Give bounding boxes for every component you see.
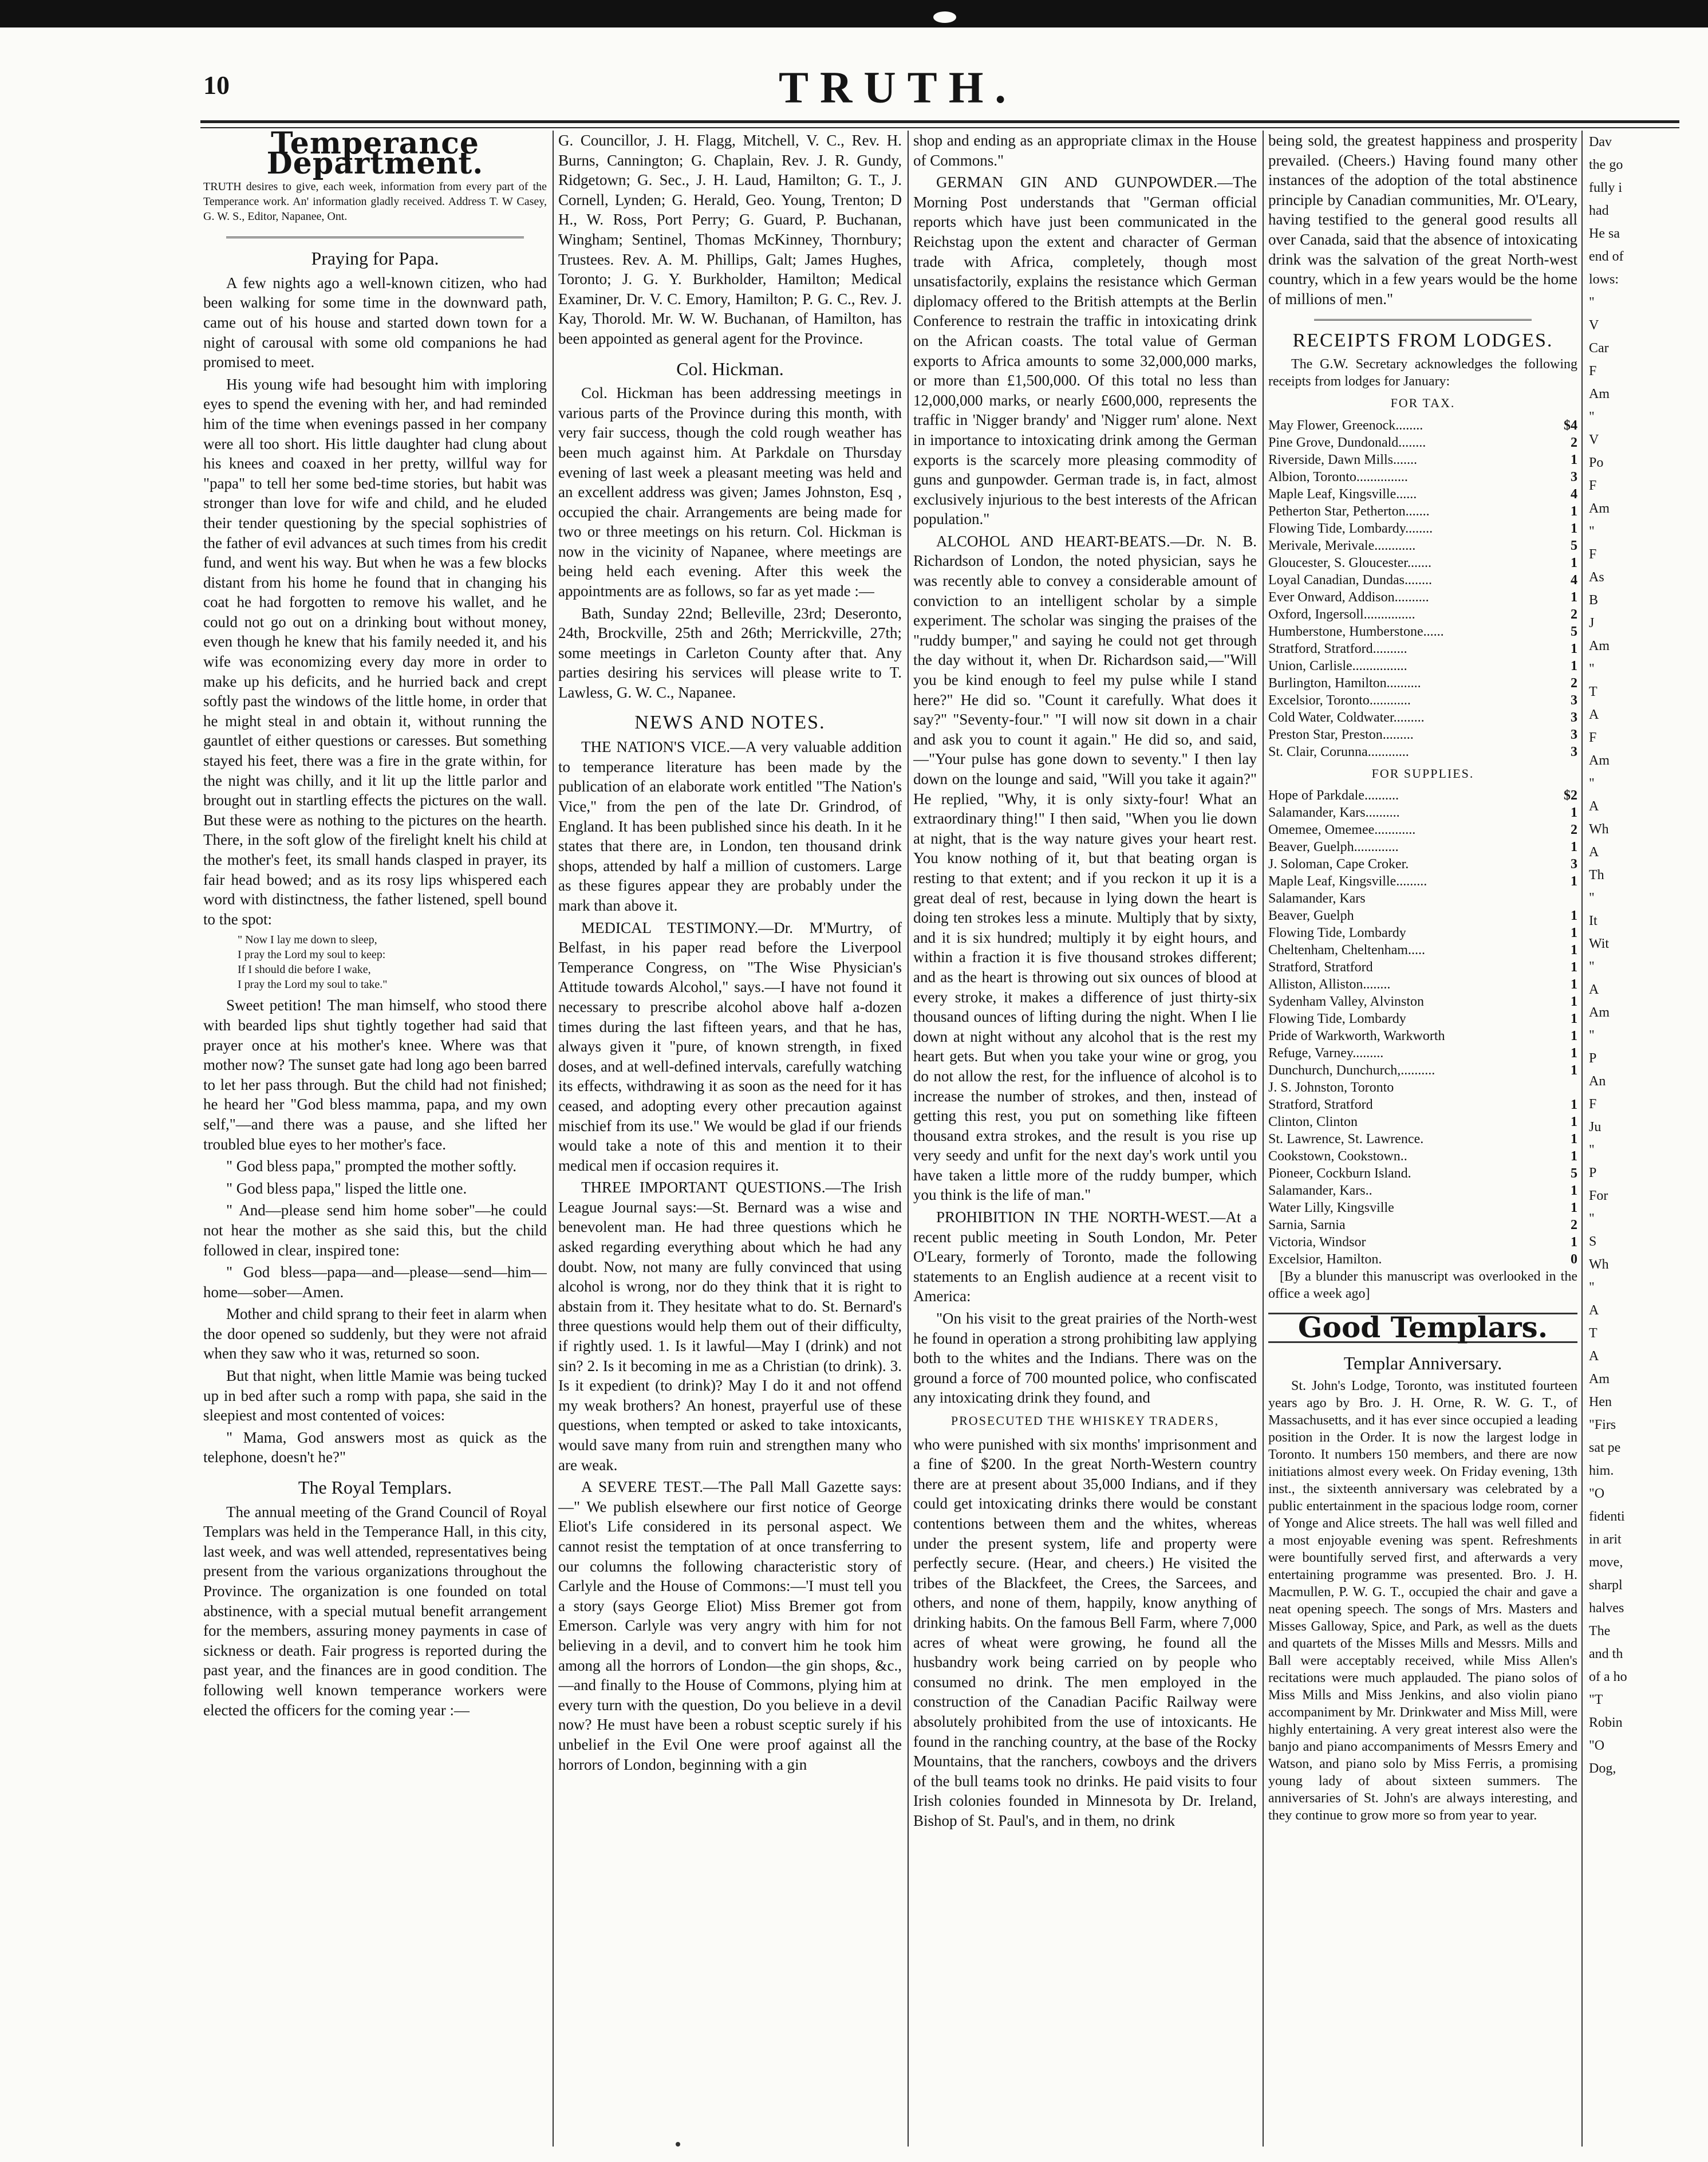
lodge-receipt-row	[1268, 537, 1577, 554]
subheading-tax: FOR TAX.	[1390, 395, 1455, 410]
text-fragment: lows:	[1589, 272, 1619, 287]
poem-line: " Now I lay me down to sleep,	[238, 934, 377, 947]
paragraph: " And—please send him home sober"—he could not hear the mother as she said this, but the child followed in clear, inspired tone:	[203, 1202, 547, 1259]
lodge-name: Cheltenham, Cheltenham.....	[1268, 943, 1425, 958]
adjacent-page-fragment	[1589, 131, 1701, 2149]
masthead-title: TRUTH.	[779, 62, 1017, 112]
paragraph: GERMAN GIN AND GUNPOWDER.—The Morning Post understands that "German official reports which have just been communicated in the Reichstag upon the extent and character of German trade with Africa, completely, though most unsatisfactorily, explains the resistance which German diplomacy offered to the British attempts at the Berlin Conference to restrain the traffic in intoxicating drink on the African coasts. The total value of German exports to Africa amounts to some 32,000,000 marks, or more than £1,500,000. Of this total no less than 12,000,000 marks, or nearly £600,000, represents the traffic in 'Nigger brandy' and 'Nigger rum' alone. Next in importance to intoxicating drink among the German exports is the scarcely more pleasing commodity of guns and gunpowder. German trade is, in fact, almost exclusively injurious to the best interests of the African population."	[913, 174, 1257, 528]
ornamental-rule	[1314, 311, 1532, 321]
lodge-name: Salamander, Kars..	[1268, 1183, 1372, 1199]
receipt-amount: 1	[1571, 943, 1577, 958]
receipt-amount: 1	[1571, 1235, 1577, 1250]
poem-line: If I should die before I wake,	[238, 963, 371, 976]
lodge-name: Stratford, Stratford	[1268, 960, 1373, 975]
lodge-name: Stratford, Stratford..........	[1268, 641, 1407, 656]
lodge-name: Union, Carlisle................	[1268, 658, 1407, 674]
lodge-receipt-row	[1268, 907, 1577, 924]
paragraph: MEDICAL TESTIMONY.—Dr. M'Murtry, of Belfast, in his paper read before the Liverpool Temperance Congress, on "The Wise Physician's Attitude towards Alcohol," says.—I have not found it necessary to prescribe alcohol above half a-dozen times during the last fifteen years, and that he has, always given it "pure, of known strength, in fixed doses, and at well-defined intervals, carefully watching its effects, withdrawing it as soon as the need for it has ceased, and adopting every other precaution against mischief from its use." We would be glad if our friends would take a note of this and mention it to their medical men if occasion requires it.	[558, 919, 902, 1174]
paragraph: " God bless papa," prompted the mother softly.	[226, 1157, 516, 1175]
lodge-receipt-row	[1268, 873, 1577, 890]
text-fragment: Am	[1589, 501, 1610, 516]
lodge-name: St. Clair, Corunna............	[1268, 744, 1409, 759]
lodge-name: Ever Onward, Addison..........	[1268, 589, 1429, 605]
text-fragment: P	[1589, 1165, 1597, 1180]
paragraph: St. John's Lodge, Toronto, was instituted fourteen years ago by Bro. J. H. Orne, R. W. G. T., of Massachusetts, and it has ever since occupied a leading position in the Order. It is now the largest lodge in Toronto. It numbers 150 members, and there are now initiations almost every week. On Friday evening, 13th inst., the sixteenth anniversary was celebrated by a public entertainment in the spacious lodge room, corner of Yonge and Alice streets. The hall was well filled and a most enjoyable evening was spent. Refreshments were bountifully served first, and afterwards a very entertaining programme was presented. Bro. J. H. Macmullen, P. W. G. T., occupied the chair and gave a neat opening speech. The songs of Mrs. Masters and Misses Galloway, Spice, and Park, as well as the duets and quartets of the Misses Mills and Messrs. Mills and Ball were acceptably received, while Miss Allen's recitations were much applauded. The piano solos of Miss Mills and Miss Jenkins, and also violin piano accompaniment by Mr. Drinkwater and Miss Mill, were highly entertaining. A very great interest also were the banjo and piano accompaniments of Messrs Emery and Watson, and piano solo by Miss Ferris, a promising young lady of about sixteen summers. The anniversaries of St. John's are always interesting, and they continue to grow more so from year to year.	[1268, 1379, 1577, 1824]
paragraph: But that night, when little Mamie was being tucked up in bed after such a romp with papa, she said in the sleepiest and most contented of voices:	[203, 1367, 547, 1424]
lodge-name: Burlington, Hamilton..........	[1268, 675, 1421, 691]
column-divider	[553, 131, 554, 2147]
section-title-receipts: RECEIPTS FROM LODGES.	[1292, 330, 1553, 352]
lodge-receipt-row	[1268, 993, 1577, 1010]
lodge-name: Dunchurch, Dunchurch,..........	[1268, 1063, 1435, 1078]
lodge-receipt-row	[1268, 520, 1577, 537]
text-fragment: As	[1589, 570, 1604, 585]
text-fragment: V	[1589, 432, 1599, 447]
department-heading: Temperance Department.	[266, 131, 484, 181]
text-fragment: Ju	[1589, 1120, 1602, 1135]
text-fragment: Am	[1589, 387, 1610, 401]
text-fragment: J	[1589, 616, 1595, 631]
text-fragment: F	[1589, 478, 1597, 493]
lodge-receipt-row	[1268, 1165, 1577, 1182]
receipt-amount: 1	[1571, 521, 1577, 536]
lodge-name: J. S. Johnston, Toronto	[1268, 1080, 1394, 1096]
text-fragment: A	[1589, 845, 1599, 860]
lodge-name: Refuge, Varney.........	[1268, 1046, 1384, 1061]
receipt-amount: 2	[1571, 822, 1577, 838]
receipt-amount: 3	[1571, 710, 1577, 725]
lodge-name: Flowing Tide, Lombardy........	[1268, 521, 1433, 536]
text-fragment: A	[1589, 1349, 1599, 1364]
section-title-good-templars: Good Templars.	[1268, 1313, 1577, 1343]
receipt-amount: 1	[1571, 1097, 1577, 1113]
lodge-name: Albion, Toronto...............	[1268, 469, 1408, 485]
text-fragment: end of	[1589, 249, 1624, 264]
lodge-receipt-row	[1268, 709, 1577, 726]
lodge-name: Loyal Canadian, Dundas........	[1268, 572, 1432, 588]
paragraph: being sold, the greatest happiness and prosperity prevailed. (Cheers.) Having found many other instances of the adoption of the total abstinence principle by Canadian communities, Mr. O'Leary, having testified to the general good results all over Canada, said that the absence of intoxicating drink was the salvation of the great North-west country, which in a few years would be the home of millions of men."	[1268, 132, 1577, 308]
text-fragment: and th	[1589, 1647, 1623, 1661]
text-fragment: Th	[1589, 868, 1604, 883]
text-fragment: The	[1589, 1624, 1611, 1639]
text-fragment: in arit	[1589, 1532, 1622, 1547]
supplies-receipts-list	[1268, 787, 1577, 1268]
text-fragment: halves	[1589, 1601, 1624, 1616]
receipt-amount: 1	[1571, 1149, 1577, 1164]
article-title-anniversary: Templar Anniversary.	[1343, 1352, 1502, 1373]
paragraph: THREE IMPORTANT QUESTIONS.—The Irish League Journal says:—St. Bernard was a wise and benevolent man. He had three questions which he asked regarding everything about which he had any doubt. Now, not many are fully convinced that using alcohol is wrong, nor do they think that it is right to abstain from it. They hesitate what to do. St. Bernard's three questions would help them out of their difficulty, if rightly used. 1. Is it lawful—May I (drink) and not sin? 2. Is it becoming in me as a Christian (to drink). 3. Is it expedient (to drink)? May I do it and not offend my weak brothers? An honest, prayerful use of these questions, when tempted or asked to take intoxicants, would save many from ruin and strengthen many who are weak.	[558, 1179, 902, 1474]
paragraph: A SEVERE TEST.—The Pall Mall Gazette says:—" We publish elsewhere our first notice of George Eliot's Life considered in its personal aspect. We cannot resist the temptation of at once transferring to our columns the following characteristic story of Carlyle and the House of Commons:—'I must tell you a story (says George Eliot) Miss Bremer got from Emerson. Carlyle was very angry with him for not believing in a devil, and to convert him he took him among all the horrors of London—the gin shops, &c.,—and finally to the House of Commons, plying him at every turn with the question, Do you believe in a devil now? He must have been a robust sceptic surely if his unbelief in the Evil One were proof against all the horrors of London, beginning with a gin	[558, 1478, 902, 1773]
receipt-amount: 5	[1571, 538, 1577, 553]
lodge-receipt-row	[1268, 1251, 1577, 1268]
text-fragment: Robin	[1589, 1715, 1623, 1730]
text-fragment: Dav	[1589, 135, 1612, 149]
masthead-rule	[200, 120, 1679, 123]
lodge-name: Beaver, Guelph	[1268, 908, 1354, 924]
text-fragment: sharpl	[1589, 1578, 1623, 1593]
text-fragment: "T	[1589, 1692, 1603, 1707]
text-fragment: He sa	[1589, 226, 1620, 241]
receipt-amount: 5	[1571, 624, 1577, 639]
text-fragment: An	[1589, 1074, 1606, 1089]
receipt-amount: $2	[1564, 788, 1577, 804]
receipt-amount: 4	[1571, 486, 1577, 502]
lodge-name: Sarnia, Sarnia	[1268, 1218, 1346, 1233]
poem-line: I pray the Lord my soul to take."	[238, 978, 388, 991]
lodge-receipt-row	[1268, 890, 1577, 907]
paragraph: "On his visit to the great prairies of the North-west he found in operation a strong prohibiting law applying both to the whites and the Indians. There was on the ground a force of 700 mounted police, who confiscated any intoxicating drink they found, and	[913, 1310, 1257, 1407]
lodge-receipt-row	[1268, 1199, 1577, 1216]
paragraph: THE NATION'S VICE.—A very valuable addition to temperance literature has been made by the publication of an elaborate work entitled "The Nation's Vice," from the pen of the late Dr. Grindrod, of England. It has been published since his death. In it he states that there are, in London, ten thousand drink shops, attended by half a million of customers. Large as these figures appear they are probably under the mark than above it.	[558, 738, 902, 914]
lodge-receipt-row	[1268, 726, 1577, 743]
text-fragment: It	[1589, 913, 1597, 928]
lodge-name: Riverside, Dawn Mills.......	[1268, 452, 1417, 467]
receipt-amount: 2	[1571, 607, 1577, 622]
receipt-amount: 3	[1571, 744, 1577, 759]
lodge-name: Sydenham Valley, Alvinston	[1268, 994, 1424, 1010]
receipt-amount: 5	[1571, 1166, 1577, 1182]
page-number: 10	[203, 70, 230, 100]
text-fragment: fully i	[1589, 180, 1622, 195]
article-title-hickman: Col. Hickman.	[676, 358, 784, 379]
text-fragment: fidenti	[1589, 1509, 1625, 1524]
receipt-amount: 1	[1571, 1063, 1577, 1078]
top-border-bar	[0, 0, 1708, 27]
text-fragment: F	[1589, 730, 1597, 745]
text-fragment: Wh	[1589, 822, 1609, 837]
column-1	[203, 131, 547, 2149]
receipt-amount: 3	[1571, 692, 1577, 708]
lodge-name: Victoria, Windsor	[1268, 1235, 1366, 1250]
paragraph: A few nights ago a well-known citizen, who had been walking for some time in the downward path, came out of his house and started down town for a night of carousal with some old companions he had promised to meet.	[203, 274, 547, 371]
lodge-receipt-row	[1268, 1096, 1577, 1113]
column-3	[913, 131, 1257, 2149]
receipt-amount: 1	[1571, 1046, 1577, 1061]
receipt-amount: 3	[1571, 857, 1577, 872]
text-fragment: sat pe	[1589, 1440, 1621, 1455]
paragraph: " God bless papa," lisped the little one.	[226, 1179, 467, 1197]
lodge-name: J. Soloman, Cape Croker.	[1268, 857, 1409, 872]
lodge-receipt-row	[1268, 503, 1577, 520]
receipt-amount: 1	[1571, 840, 1577, 855]
paragraph: Bath, Sunday 22nd; Belleville, 23rd; Deseronto, 24th, Brockville, 25th and 26th; Merrickville, 27th; some meetings in Carleton County after that. Any parties desiring his services will please write to T. Lawless, G. W. C., Napanee.	[558, 604, 902, 702]
prayer-poem	[203, 932, 547, 992]
receipt-amount: 1	[1571, 994, 1577, 1010]
editor-notice: TRUTH desires to give, each week, information from every part of the Temperance work. An' information gladly received. Address T. W Casey, G. W. S., Editor, Napanee, Ont.	[203, 180, 547, 223]
text-fragment: "	[1589, 295, 1595, 310]
paragraph: Col. Hickman has been addressing meetings in various parts of the Province during this month, with very fair success, though the cold rough weather has been much against him. At Parkdale on Thursday evening of last week a pleasant meeting was held and an excellent address was given; James Johnston, Esq , occupied the chair. Arrangements are being made for two or three meetings on his return. Col. Hickman is now in the vicinity of Napanee, where meetings are being held each evening. After this week the appointments are as follows, so far as yet made :—	[558, 384, 902, 600]
text-fragment: of a ho	[1589, 1669, 1627, 1684]
paragraph: shop and ending as an appropriate climax in the House of Commons."	[913, 132, 1257, 169]
receipt-amount: 4	[1571, 572, 1577, 588]
text-fragment: "	[1589, 1028, 1595, 1043]
lodge-receipt-row	[1268, 434, 1577, 451]
text-fragment: "O	[1589, 1738, 1605, 1753]
text-fragment: P	[1589, 1051, 1597, 1066]
receipt-amount: 2	[1571, 1218, 1577, 1233]
paragraph: ALCOHOL AND HEART-BEATS.—Dr. N. B. Richardson of London, the noted physician, says he was recently able to convey a considerable amount of conviction to an intelligent scholar by a simple experiment. The scholar was singing the praises of the "ruddy bumper," and saying he could not get through the day without it, when Dr. Richardson said,—"Will you be kind enough to feel my pulse while I stand here?" He did so. "Count it carefully. What does it say?" "Seventy-four." "I will now sit down in a chair and ask you to count it again." He did so, and said,—"Your pulse has gone down to seventy." I then lay down on the lounge and said, "Will you take it again?" He replied, "Why, it is only sixty-four! What an extraordinary thing!" I then said, "When you lie down at night, that is the way nature gives your heart rest. You know nothing of it, but that beating organ is resting to that extent; and if you reckon it up it is a great deal of rest, because in lying down the heart is doing ten strokes less a minute. Multiply that by sixty, and it is six hundred; multiply it by eight hours, and within a fraction it is five thousand strokes different; and as the heart is throwing out six ounces of blood at every stroke, it makes a difference of just thirty-six thousand ounces of lifting during the night. When I lie down at night without any alcohol that is the rest my heart gets. But when you take your wine or grog, you do not allow the rest, for the influence of alcohol is to increase the number of strokes, and then, instead of getting this rest, you put on something like fifteen thousand extra strokes, and the result is you rise up very seedy and unfit for the next day's work until you have taken a little more of the ruddy bumper, which you think is the life of man."	[913, 532, 1257, 1204]
lodge-name: Hope of Parkdale..........	[1268, 788, 1399, 804]
lodge-receipt-row	[1268, 554, 1577, 572]
text-fragment: "	[1589, 776, 1595, 791]
lodge-name: Beaver, Guelph.............	[1268, 840, 1399, 855]
paragraph: Sweet petition! The man himself, who stood there with bearded lips shut tightly together had said that prayer once at his mother's knee. Where was that mother now? The sunset gate had long ago been barred to let her pass through. But the child had not finished; he heard her "God bless mamma, papa, and my own self,"—and there was a pause, and she lifted her troubled blue eyes to her mother's face.	[203, 997, 547, 1153]
lodge-receipt-row	[1268, 1234, 1577, 1251]
lodge-receipt-row	[1268, 640, 1577, 657]
receipt-amount: 2	[1571, 435, 1577, 450]
text-fragment: Am	[1589, 1005, 1610, 1020]
text-fragment: "	[1589, 1211, 1595, 1226]
text-fragment: F	[1589, 547, 1597, 562]
lodge-name: Maple Leaf, Kingsville.........	[1268, 874, 1427, 889]
lodge-receipt-row	[1268, 1182, 1577, 1199]
lodge-receipt-row	[1268, 417, 1577, 434]
lodge-receipt-row	[1268, 623, 1577, 640]
paragraph: G. Councillor, J. H. Flagg, Mitchell, V. C., Rev. H. Burns, Cannington; G. Chaplain, Rev. J. R. Gundy, Ridgetown; G. Sec., J. H. Laud, Hamilton; G. T., J. Cornell, Lynden; G. Herald, Geo. Young, Trenton; D H., W. Ross, Port Perry; G. Guard, P. Buchanan, Wingham; Sentinel, Thomas McKinney, Thornbury; Trustees. Rev. A. M. Phillips, Galt; James Hughes, Toronto; J. G. Y. Burkholder, Hamilton; Medical Examiner, Dr. V. C. Emory, Hamilton; P. G. C., Rev. J. Kay, Thorold. Mr. W. W. Buchanan, of Hamilton, has been appointed as general agent for the Province.	[558, 132, 902, 347]
text-fragment: T	[1589, 1326, 1597, 1341]
lodge-receipt-row	[1268, 572, 1577, 589]
lodge-name: Flowing Tide, Lombardy	[1268, 926, 1406, 941]
paragraph: " Mama, God answers most as quick as the telephone, doesn't he?"	[203, 1428, 547, 1466]
article-title-royal-templars: The Royal Templars.	[298, 1477, 452, 1498]
text-fragment: move,	[1589, 1555, 1623, 1570]
text-fragment: Am	[1589, 639, 1610, 653]
text-fragment: "	[1589, 661, 1595, 676]
text-fragment: Hen	[1589, 1395, 1612, 1409]
paragraph: The G.W. Secretary acknowledges the following receipts from lodges for January:	[1268, 356, 1577, 389]
text-fragment: Am	[1589, 753, 1610, 768]
paragraph: The annual meeting of the Grand Council of Royal Templars was held in the Temperance Hall, in this city, last week, and was well attended, representatives being present from the various organizations throughout the Province. The organization is one founded on total abstinence, with a special mutual benefit arrangement for the members, assuring money payments in case of sickness or death. Fair progress is reported during the past year, and the finances are in good condition. The following well known temperance workers were elected the officers for the coming year :—	[203, 1503, 547, 1719]
text-fragment: Dog,	[1589, 1761, 1616, 1776]
lodge-name: Salamander, Kars	[1268, 891, 1366, 907]
lodge-receipt-row	[1268, 589, 1577, 606]
receipt-amount: 1	[1571, 805, 1577, 821]
text-fragment: the go	[1589, 157, 1623, 172]
lodge-receipt-row	[1268, 856, 1577, 873]
lodge-receipt-row	[1268, 1131, 1577, 1148]
text-fragment: "	[1589, 959, 1595, 974]
lodge-receipt-row	[1268, 451, 1577, 468]
receipt-amount: 1	[1571, 1011, 1577, 1027]
printer-mark	[933, 11, 956, 23]
paragraph: His young wife had besought him with imploring eyes to spend the evening with her, and had reminded him of the time when evenings passed in her company were all too short. His little daughter had clung about his knees and coaxed in her pretty, willful way for "papa" to tell her some bed-time stories, but habit was stronger than love for wife and child, and he eluded their tender questioning by the special sophistries of the father of evil advances at such times from his credit fund, and went his way. But when he was a few blocks distant from his home he found that in changing his coat he had forgotten to remove his wallet, and he could not go out on a drinking bout without money, even though he knew that his family needed it, and his wife was economizing every day more in order to make up his deficits, and he hurried back and crept softly past the windows of the little home, in order that he might steal in and obtain it, without running the gauntlet of either questions or caresses. But something stayed his feet, there was a fire in the grate within, for the night was chilly, and it lit up the little parlor and brought out in startling effects the pictures on the wall. But these were as nothing to the pictures on the hearth. There, in the soft glow of the firelight knelt his child at the mother's feet, its small hands clasped in prayer, its fair head bowed; and as its rosy lips whispered each word with distinctness, the father listened, spell bound to the spot:	[203, 375, 547, 928]
receipt-amount: 1	[1571, 1183, 1577, 1199]
ornamental-rule	[226, 229, 524, 238]
receipt-amount: 1	[1571, 641, 1577, 656]
text-fragment: "	[1589, 1143, 1595, 1157]
lodge-receipt-row	[1268, 1148, 1577, 1165]
receipt-amount: $4	[1564, 418, 1577, 433]
lodge-name: Merivale, Merivale............	[1268, 538, 1416, 553]
text-fragment: "	[1589, 1280, 1595, 1295]
section-title-news: NEWS AND NOTES.	[634, 711, 826, 733]
lodge-receipt-row	[1268, 675, 1577, 692]
lodge-name: St. Lawrence, St. Lawrence.	[1268, 1132, 1424, 1147]
lodge-receipt-row	[1268, 959, 1577, 976]
lodge-name: Gloucester, S. Gloucester.......	[1268, 555, 1431, 570]
paragraph: PROHIBITION IN THE NORTH-WEST.—At a recent public meeting in South London, Mr. Peter O'Leary, formerly of Toronto, made the following statements to an English audience at a recent visit to America:	[913, 1208, 1257, 1305]
text-fragment: "	[1589, 891, 1595, 905]
text-fragment: B	[1589, 593, 1599, 608]
lodge-name: Humberstone, Humberstone......	[1268, 624, 1444, 639]
text-fragment: A	[1589, 707, 1599, 722]
receipt-amount: 1	[1571, 908, 1577, 924]
lodge-name: Salamander, Kars..........	[1268, 805, 1400, 821]
lodge-receipt-row	[1268, 1062, 1577, 1079]
lodge-receipt-row	[1268, 838, 1577, 856]
paragraph: who were punished with six months' imprisonment and a fine of $200. In the great North-Western country there are at present about 35,000 Indians, and if they could get intoxicating drinks there would be constant contentions between them and the whites, whereas under the present system, life and property were perfectly secure. (Hear, and cheers.) He visited the tribes of the Blackfeet, the Crees, the Sarcees, and others, and none of them, happily, know anything of drinking habits. On the famous Bell Farm, where 7,000 acres of wheat were growing, he found all the husbandry work being carried on by people who consumed no drink. The men employed in the construction of the Canadian Pacific Railway were absolutely prohibited from the use of intoxicants. He found in the ranching country, at the base of the Rocky Mountains, that the ranchers, cowboys and the drivers of the bull teams took no drinks. He paid visits to four Irish colonies founded in Minnesota by Dr. Ireland, Bishop of St. Paul's, and in them, no drink	[913, 1435, 1257, 1829]
receipt-amount: 3	[1571, 727, 1577, 742]
receipt-amount: 1	[1571, 1029, 1577, 1044]
paragraph: Mother and child sprang to their feet in alarm when the door opened so suddenly, but they were not afraid when they saw who it was, returned so soon.	[203, 1305, 547, 1362]
masthead-rule-thin	[200, 127, 1679, 128]
receipt-amount: 1	[1571, 555, 1577, 570]
text-fragment: had	[1589, 203, 1609, 218]
text-fragment: A	[1589, 982, 1599, 997]
editor-note: [By a blunder this manuscript was overlooked in the office a week ago]	[1268, 1269, 1577, 1302]
lodge-receipt-row	[1268, 1010, 1577, 1027]
lodge-receipt-row	[1268, 1113, 1577, 1131]
receipt-amount: 3	[1571, 469, 1577, 485]
poem-line: I pray the Lord my soul to keep:	[238, 948, 386, 962]
lodge-name: Petherton Star, Petherton.......	[1268, 503, 1430, 519]
lodge-name: Pine Grove, Dundonald........	[1268, 435, 1426, 450]
lodge-name: Clinton, Clinton	[1268, 1115, 1358, 1130]
text-fragment: A	[1589, 799, 1599, 814]
lodge-name: May Flower, Greenock........	[1268, 418, 1423, 433]
lodge-receipt-row	[1268, 606, 1577, 623]
article-title-praying: Praying for Papa.	[311, 248, 439, 269]
text-fragment: Car	[1589, 341, 1609, 356]
receipt-amount: 1	[1571, 503, 1577, 519]
column-divider	[1581, 131, 1583, 2147]
lodge-name: Cold Water, Coldwater.........	[1268, 710, 1425, 725]
lodge-receipt-row	[1268, 787, 1577, 804]
receipt-amount: 1	[1571, 960, 1577, 975]
lodge-name: Omemee, Omemee............	[1268, 822, 1416, 838]
paragraph: " God bless—papa—and—please—send—him—home—sober—Amen.	[203, 1263, 547, 1301]
lodge-receipt-row	[1268, 924, 1577, 942]
text-fragment: V	[1589, 318, 1599, 333]
lodge-receipt-row	[1268, 804, 1577, 821]
text-fragment: "O	[1589, 1486, 1605, 1501]
text-fragment: him.	[1589, 1463, 1614, 1478]
text-fragment: For	[1589, 1188, 1608, 1203]
lodge-name: Pioneer, Cockburn Island.	[1268, 1166, 1411, 1182]
lodge-receipt-row	[1268, 1045, 1577, 1062]
lodge-receipt-row	[1268, 821, 1577, 838]
text-fragment: A	[1589, 1303, 1599, 1318]
receipt-amount: 1	[1571, 452, 1577, 467]
receipt-amount: 1	[1571, 658, 1577, 674]
text-fragment: Wh	[1589, 1257, 1609, 1272]
lodge-name: Water Lilly, Kingsville	[1268, 1200, 1394, 1216]
lodge-receipt-row	[1268, 743, 1577, 761]
text-fragment: "Firs	[1589, 1417, 1616, 1432]
lodge-receipt-row	[1268, 657, 1577, 675]
lodge-name: Maple Leaf, Kingsville......	[1268, 486, 1417, 502]
subheading-supplies: FOR SUPPLIES.	[1371, 766, 1474, 781]
receipt-amount: 1	[1571, 589, 1577, 605]
receipt-amount: 1	[1571, 977, 1577, 993]
receipt-amount: 0	[1571, 1252, 1577, 1267]
column-4	[1268, 131, 1577, 2149]
lodge-name: Preston Star, Preston.........	[1268, 727, 1414, 742]
receipt-amount: 2	[1571, 675, 1577, 691]
lodge-name: Pride of Warkworth, Warkworth	[1268, 1029, 1445, 1044]
text-fragment: F	[1589, 364, 1597, 379]
lodge-name: Stratford, Stratford	[1268, 1097, 1373, 1113]
lodge-name: Oxford, Ingersoll...............	[1268, 607, 1415, 622]
lodge-receipt-row	[1268, 692, 1577, 709]
ink-speck	[676, 2142, 680, 2147]
text-fragment: F	[1589, 1097, 1597, 1112]
lodge-name: Cookstown, Cookstown..	[1268, 1149, 1407, 1164]
lodge-receipt-row	[1268, 1216, 1577, 1234]
receipt-amount: 1	[1571, 1132, 1577, 1147]
lodge-receipt-row	[1268, 942, 1577, 959]
lodge-name: Excelsior, Hamilton.	[1268, 1252, 1382, 1267]
receipt-amount: 1	[1571, 874, 1577, 889]
lodge-name: Flowing Tide, Lombardy	[1268, 1011, 1406, 1027]
text-fragment: Po	[1589, 455, 1604, 470]
text-fragment: Wit	[1589, 936, 1610, 951]
lodge-receipt-row	[1268, 1079, 1577, 1096]
column-2	[558, 131, 902, 2149]
receipt-amount: 1	[1571, 1115, 1577, 1130]
column-divider	[908, 131, 909, 2147]
lodge-receipt-row	[1268, 468, 1577, 486]
subheading: PROSECUTED THE WHISKEY TRADERS,	[950, 1413, 1220, 1428]
lodge-receipt-row	[1268, 486, 1577, 503]
column-divider	[1263, 131, 1264, 2147]
text-fragment: "	[1589, 524, 1595, 539]
lodge-receipt-row	[1268, 976, 1577, 993]
receipt-amount: 1	[1571, 1200, 1577, 1216]
text-fragment: "	[1589, 409, 1595, 424]
lodge-name: Alliston, Alliston........	[1268, 977, 1391, 993]
text-fragment: S	[1589, 1234, 1597, 1249]
text-fragment: T	[1589, 684, 1597, 699]
tax-receipts-list	[1268, 417, 1577, 761]
lodge-receipt-row	[1268, 1027, 1577, 1045]
text-fragment: Am	[1589, 1372, 1610, 1387]
lodge-name: Excelsior, Toronto............	[1268, 692, 1411, 708]
receipt-amount: 1	[1571, 926, 1577, 941]
